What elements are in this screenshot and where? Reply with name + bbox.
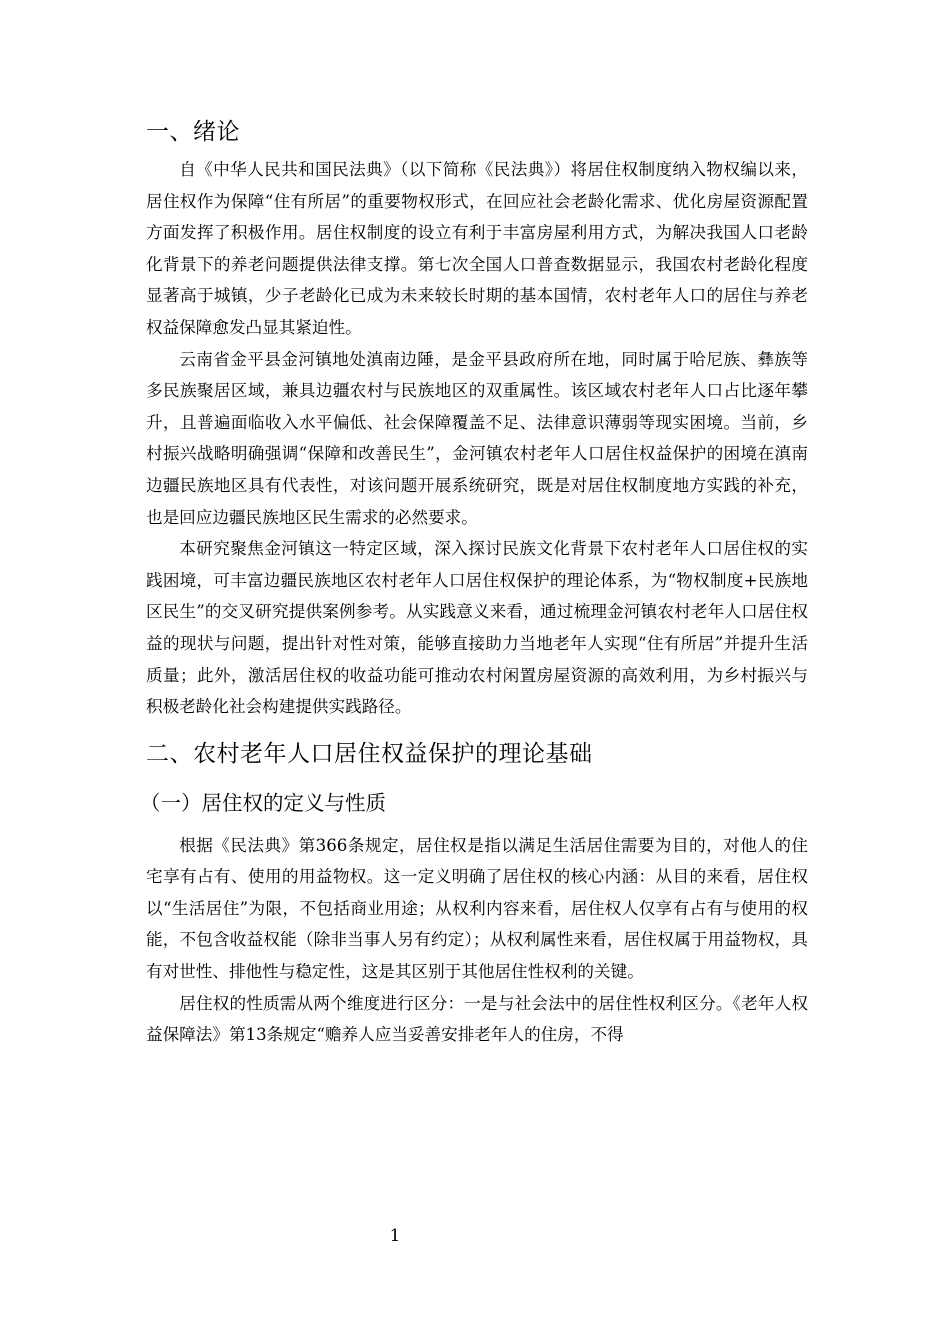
section-heading-introduction: 一、绪论 — [146, 119, 240, 145]
section-heading-theory: 二、农村老年人口居住权益保护的理论基础 — [146, 740, 593, 767]
subsection-heading-definition: （一）居住权的定义与性质 — [140, 790, 386, 815]
body-paragraph: 本研究聚焦金河镇这一特定区域，深入探讨民族文化背景下农村老年人口居住权的实践困境，可丰富边疆民族地区农村老年人口居住权保护的理论体系，为“物权制度+民族地区民生”的交叉研究提供案例参考。从实践意义来看，通过梳理金河镇农村老年人口居住权益的现状与问题，提出针对性对策，能够直接助力当地老年人实现“住有所居”并提升生活质量；此外，激活居住权的收益功能可推动农村闲置房屋资源的高效利用，为乡村振兴与积极老龄化社会构建提供实践路径。 — [146, 539, 808, 717]
body-paragraph: 自《中华人民共和国民法典》（以下简称《民法典》）将居住权制度纳入物权编以来，居住权作为保障“住有所居”的重要物权形式，在回应社会老龄化需求、优化房屋资源配置方面发挥了积极作用。居住权制度的设立有利于丰富房屋利用方式，为解决我国人口老龄化背景下的养老问题提供法律支撑。第七次全国人口普查数据显示，我国农村老龄化程度显著高于城镇，少子老龄化已成为未来较长时期的基本国情，农村老年人口的居住与养老权益保障愈发凸显其紧迫性。 — [146, 160, 808, 337]
page-number: 1 — [389, 1226, 401, 1246]
body-paragraph: 根据《民法典》第366条规定，居住权是指以满足生活居住需要为目的，对他人的住宅享有占有、使用的用益物权。这一定义明确了居住权的核心内涵：从目的来看，居住权以“生活居住”为限，不包括商业用途；从权利内容来看，居住权人仅享有占有与使用的权能，不包含收益权能（除非当事人另有约定）；从权利属性来看，居住权属于用益物权，具有对世性、排他性与稳定性，这是其区别于其他居住性权利的关键。 — [146, 835, 808, 982]
body-paragraph: 云南省金平县金河镇地处滇南边陲，是金平县政府所在地，同时属于哈尼族、彝族等多民族聚居区域，兼具边疆农村与民族地区的双重属性。该区域农村老年人口占比逐年攀升，且普遍面临收入水平偏低、社会保障覆盖不足、法律意识薄弱等现实困境。当前，乡村振兴战略明确强调“保障和改善民生”，金河镇农村老年人口居住权益保护的困境在滇南边疆民族地区具有代表性，对该问题开展系统研究，既是对居住权制度地方实践的补充，也是回应边疆民族地区民生需求的必然要求。 — [146, 349, 808, 527]
body-paragraph: 居住权的性质需从两个维度进行区分：一是与社会法中的居住性权利区分。《老年人权益保障法》第13条规定“赡养人应当妥善安排老年人的住房，不得 — [146, 993, 808, 1045]
page-content — [140, 112, 808, 1051]
